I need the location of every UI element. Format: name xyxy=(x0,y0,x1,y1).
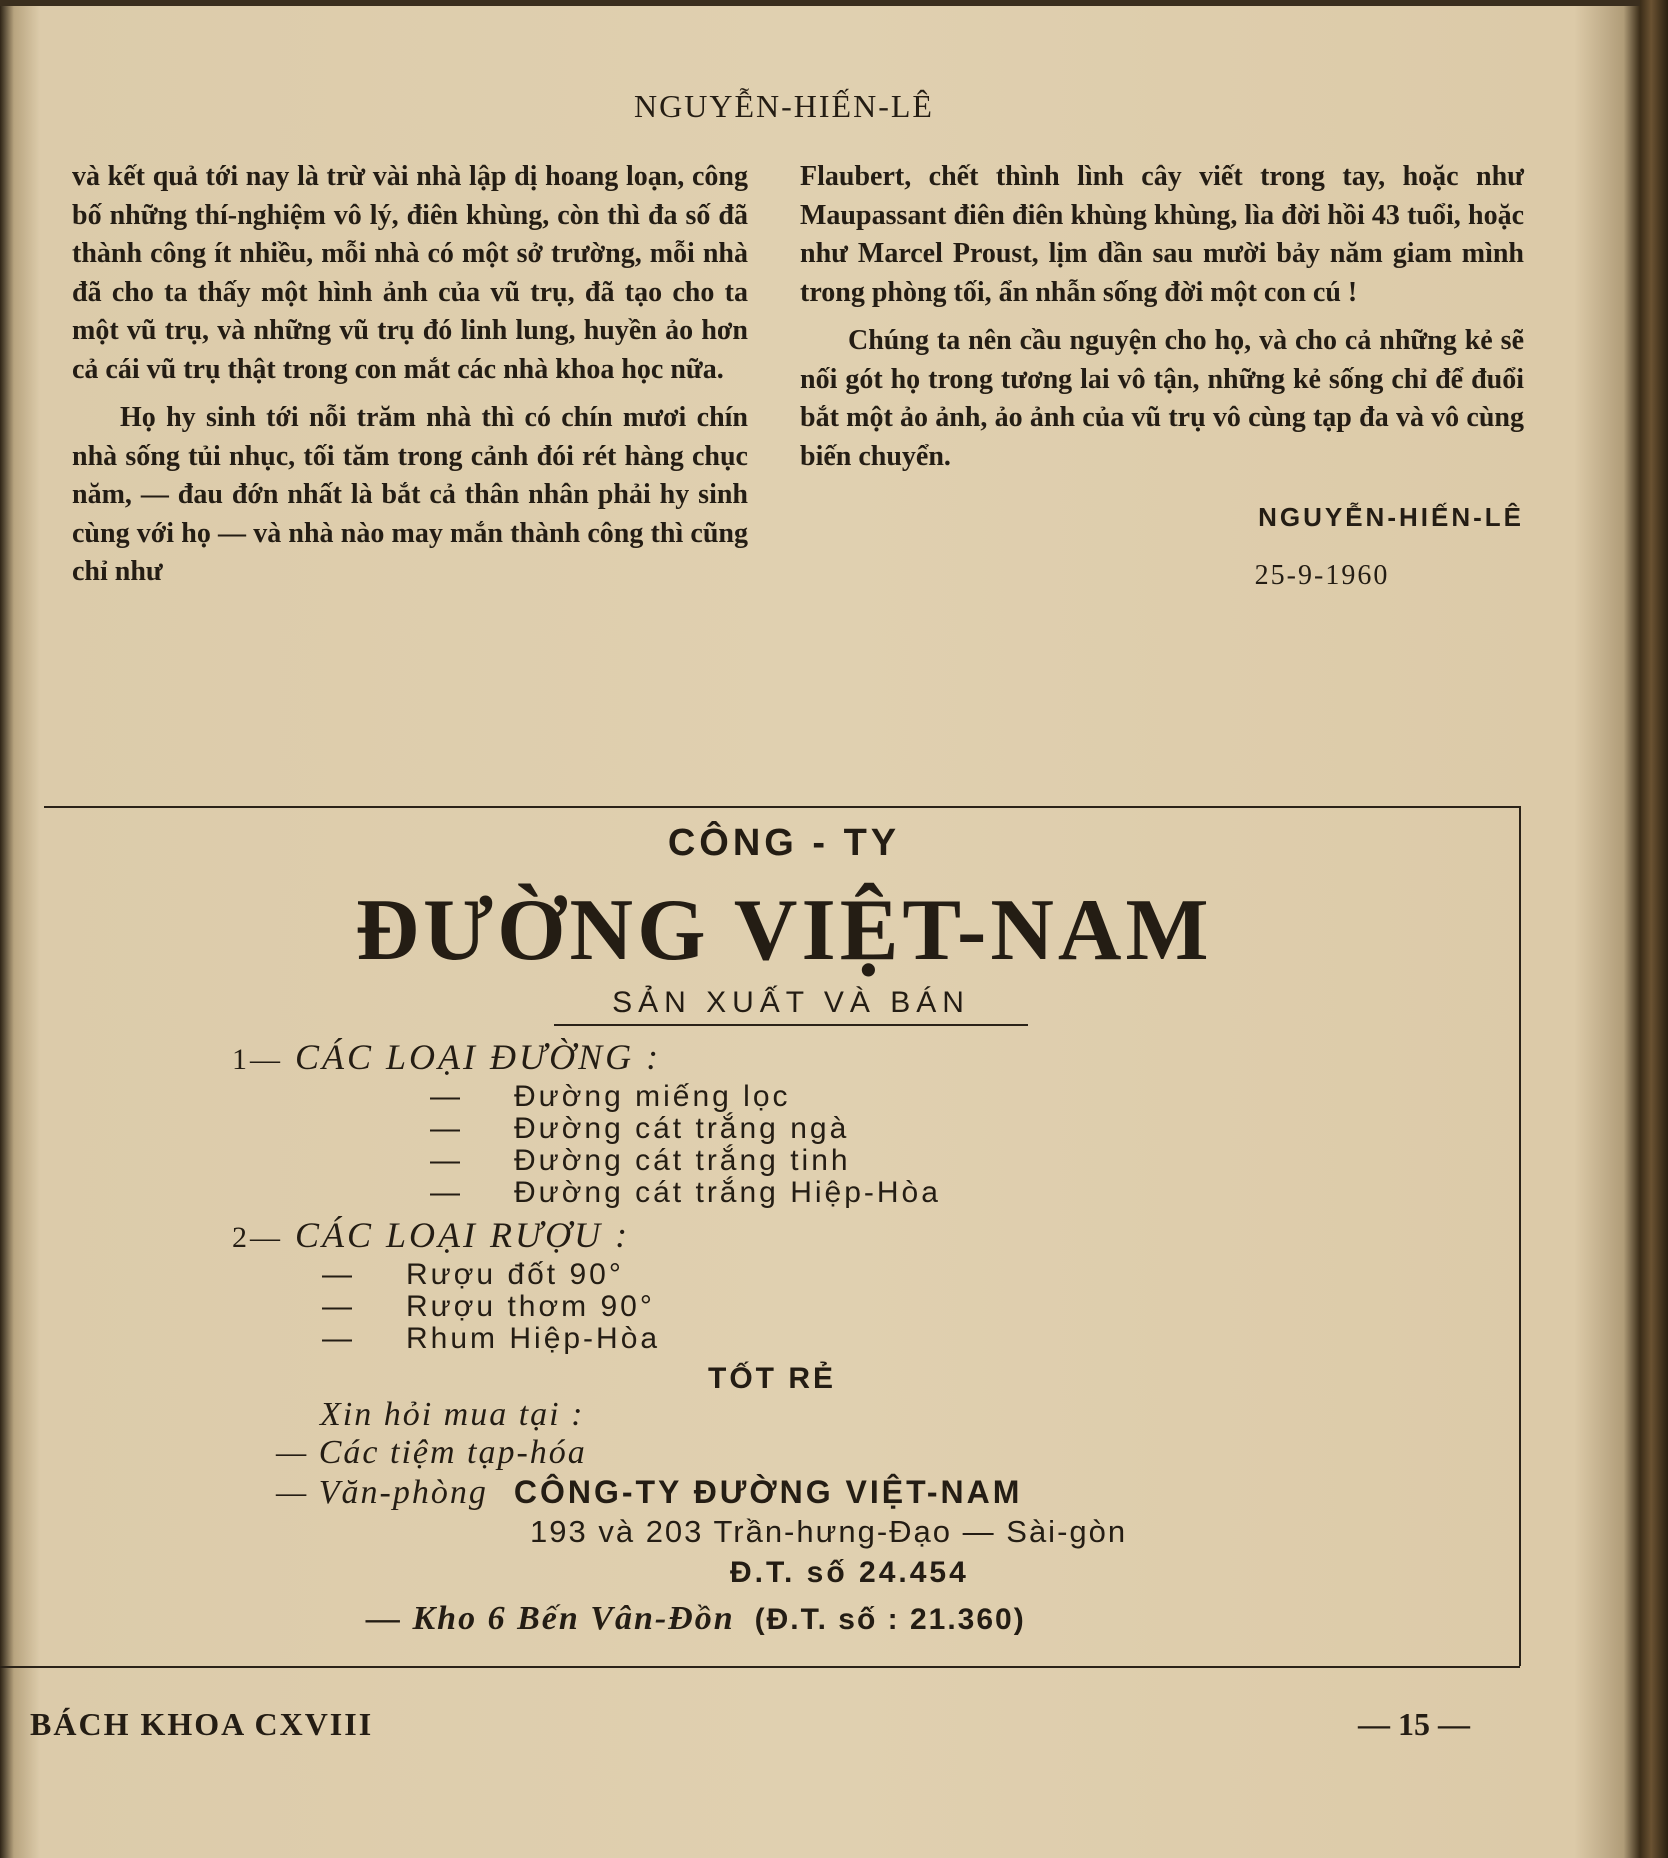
left-paragraph-2: Họ hy sinh tới nỗi trăm nhà thì có chín mươi chín nhà sống tủi nhục, tối tăm trong cảnh đói rét hàng chục năm, — đau đớn nhất là bắt cả thân nhân phải hy sinh cùng với họ — và nhà nào may mắn thành công thì cũng chỉ như xyxy=(72,402,748,587)
article-date: 25-9-1960 xyxy=(1254,559,1390,591)
ad-tagline: TỐT RẺ xyxy=(708,1362,836,1395)
top-border xyxy=(0,0,1640,6)
ad-shop-2-company: CÔNG-TY ĐƯỜNG VIỆT-NAM xyxy=(513,1474,1023,1510)
ad-sugar-item-1: — Đường miếng lọc xyxy=(430,1080,791,1113)
ad-liquor-item-1: — Rượu đốt 90° xyxy=(322,1258,624,1291)
ad-warehouse-name: — Kho 6 Bến Vân-Đồn xyxy=(366,1600,735,1637)
ad-shop-2 xyxy=(276,1474,1022,1512)
ad-shop-1: — Các tiệm tạp-hóa xyxy=(276,1434,587,1471)
ad-sugar-item-4: — Đường cát trắng Hiệp-Hòa xyxy=(430,1176,941,1209)
ad-phone: Đ.T. số 24.454 xyxy=(730,1556,969,1589)
ad-company-name: ĐƯỜNG VIỆT-NAM xyxy=(355,882,1213,979)
ad-section-1-heading xyxy=(232,1036,661,1078)
right-paragraph-2: Chúng ta nên cầu nguyện cho họ, và cho cả những kẻ sẽ nối gót họ trong tương lai vô tận, những kẻ sống chỉ để đuổi bắt một ảo ảnh, ảo ảnh của vũ trụ vô cùng tạp đa và vô cùng biến chuyển. xyxy=(800,325,1524,472)
ad-liquor-item-3: — Rhum Hiệp-Hòa xyxy=(322,1322,661,1355)
binding-edge xyxy=(1640,0,1668,1858)
ad-section-2-title: CÁC LOẠI RƯỢU : xyxy=(295,1215,631,1255)
left-column xyxy=(72,158,748,596)
running-head: NGUYỄN-HIẾN-LÊ xyxy=(634,88,934,124)
left-paragraph-1: và kết quả tới nay là trừ vài nhà lập dị hoang loạn, công bố những thí-nghiệm vô lý, điên khùng, còn thì đa số đã thành công ít nhiều, mỗi nhà có một sở trường, mỗi nhà đã cho ta thấy một hình ảnh của vũ trụ, đã tạo cho ta một vũ trụ, và những vũ trụ đó linh lung, huyền ảo hơn cả cái vũ trụ thật trong con mắt các nhà khoa học nữa. xyxy=(72,161,748,385)
footer-page-number: — 15 — xyxy=(1358,1706,1470,1742)
ad-sugar-item-2: — Đường cát trắng ngà xyxy=(430,1112,850,1145)
ad-shop-2-prefix: — Văn-phòng xyxy=(276,1474,488,1511)
ad-section-2-number: 2— xyxy=(232,1221,283,1254)
ad-section-1-title: CÁC LOẠI ĐƯỜNG : xyxy=(295,1037,662,1077)
footer-magazine-title: BÁCH KHOA CXVIII xyxy=(30,1706,374,1742)
ad-subtitle: SẢN XUẤT VÀ BÁN xyxy=(554,986,1028,1026)
right-column xyxy=(800,158,1524,595)
ad-section-2-heading xyxy=(232,1214,630,1256)
ad-warehouse xyxy=(366,1600,1026,1638)
ad-warehouse-phone: (Đ.T. số : 21.360) xyxy=(754,1603,1026,1636)
ad-address: 193 và 203 Trần-hưng-Đạo — Sài-gòn xyxy=(530,1514,1128,1549)
author-signature: NGUYỄN-HIẾN-LÊ xyxy=(1258,502,1524,532)
advertisement-bottom-rule xyxy=(0,1666,1520,1668)
ad-section-1-number: 1— xyxy=(232,1043,283,1076)
ad-sugar-item-3: — Đường cát trắng tinh xyxy=(430,1144,851,1177)
ad-liquor-item-2: — Rượu thơm 90° xyxy=(322,1290,655,1323)
right-paragraph-1: Flaubert, chết thình lình cây viết trong tay, hoặc như Maupassant điên điên khùng khùng, lìa đời hồi 43 tuổi, hoặc như Marcel Proust, lịm dần sau mười bảy năm giam mình trong phòng tối, ẩn nhẫn sống đời một con cú ! xyxy=(800,161,1524,308)
ad-company-label: CÔNG - TY xyxy=(667,822,901,864)
ad-buy-at: Xin hỏi mua tại : xyxy=(320,1396,585,1433)
